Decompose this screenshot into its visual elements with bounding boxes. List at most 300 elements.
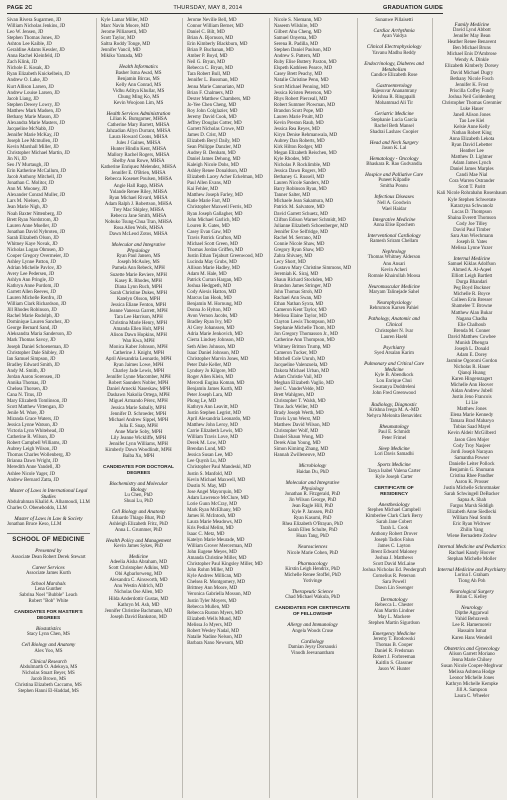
name-list bbox=[362, 255, 426, 279]
graduate-name: Lauren Michelle Renfro, JD bbox=[7, 296, 63, 302]
allergy-block bbox=[274, 622, 351, 634]
name-list bbox=[7, 571, 90, 577]
graduate-name: Christina Marie Henry, MPH bbox=[109, 320, 167, 326]
graduate-name: John Fred Greenwood bbox=[372, 391, 416, 397]
graduate-name: Wendy A. Dinkle bbox=[454, 58, 489, 64]
graduate-name: Julia E. Snap, MPH bbox=[119, 423, 158, 429]
name-list bbox=[101, 71, 176, 107]
graduate-name: Nichole E. Kosak, JD bbox=[7, 66, 50, 72]
graduate-name: Jean Ragle Hill, PhD bbox=[291, 504, 334, 510]
graduate-name: Christopher Thomas Grenmier bbox=[441, 100, 502, 106]
graduate-name: Neil G. Bryan, MD bbox=[187, 60, 226, 66]
graduate-name: Ruby Elise Buttery Paxton, MD bbox=[273, 60, 337, 66]
graduate-name: Ethan Nathan Syxta, MD bbox=[273, 302, 324, 308]
name-list bbox=[362, 73, 426, 79]
graduate-name: Yavanu Madhu Reddy bbox=[372, 50, 416, 56]
graduate-name: Elizabeth Kimberly Dorsey bbox=[444, 64, 499, 70]
graduate-name: Catherine Mary Barrett, MHSA bbox=[107, 123, 170, 129]
graduate-name: Jeremy David Cook, MD bbox=[187, 114, 237, 120]
graduate-name: Jenna Marie Cannariato, MD bbox=[187, 84, 245, 90]
name-list bbox=[362, 51, 426, 57]
graduate-name: Smitha Ponnu bbox=[380, 184, 408, 190]
graduate-name: Vinodh Jeevanantham bbox=[290, 650, 335, 656]
section-heading: Integrative Medicine bbox=[372, 216, 416, 223]
graduate-name: Rachel M. Serrano, MD bbox=[273, 235, 322, 241]
graduate-name: Aaron K. Prosser bbox=[454, 479, 489, 485]
graduate-name: Colleen Erin Bresser bbox=[451, 298, 493, 304]
section-heading: Therapeutic Science bbox=[291, 589, 334, 596]
graduate-name: Yolande Renee Riley, MHSA bbox=[109, 189, 168, 195]
section-heading: Internal Medicine and Pediatrics bbox=[437, 544, 506, 551]
graduate-name: Marcus Ian Hook, MD bbox=[187, 296, 232, 302]
graduate-name: John Rohm Miller, MD bbox=[187, 568, 234, 574]
residency-title: CERTIFICATE OF RESIDENCY bbox=[374, 485, 414, 497]
graduate-name: Eduardo Thiago Bhat, PhD bbox=[111, 515, 166, 521]
graduate-name: Ashley Renee Donaldson, MD bbox=[187, 169, 248, 175]
graduate-name: Gilbert Ahu Cheng, MD bbox=[273, 30, 322, 36]
graduate-name: Christina Elizabeth Caccamo, MS bbox=[15, 683, 82, 689]
graduate-name: Dipthe Aggarwal bbox=[455, 611, 489, 617]
graduate-name: Anna Elise Epochem bbox=[373, 222, 415, 228]
graduate-name: Brianna Dawn Wright, JD bbox=[7, 459, 59, 465]
section-heading: Family Medicine bbox=[454, 22, 490, 28]
name-list bbox=[7, 522, 90, 528]
column-1 bbox=[7, 18, 90, 798]
name-list bbox=[362, 146, 426, 152]
graduate-name: Swatanya Doddreleni bbox=[372, 385, 416, 391]
name-list bbox=[437, 595, 507, 601]
graduate-name: Melissa Jo Myers, MD bbox=[187, 622, 232, 628]
graduate-name: Stephen Thomas Jones, JD bbox=[7, 36, 60, 42]
section-heading: Geriatric Medicine bbox=[374, 111, 414, 118]
physiology-block bbox=[101, 242, 176, 460]
graduate-name: Benjamin James Kurth, MD bbox=[187, 386, 243, 392]
graduate-name: John Michael Garlich, MD bbox=[187, 217, 240, 223]
name-list bbox=[362, 430, 426, 442]
graduate-name: Jonathan R. Fitzgerald, PhD bbox=[284, 492, 341, 498]
fellowship-sections bbox=[362, 28, 426, 481]
graduate-name: Elena Marie Kennedy bbox=[450, 413, 494, 419]
graduate-name: Robert "Bob" White bbox=[28, 599, 69, 605]
graduate-name: Rebecca C. Bryan, MD bbox=[187, 66, 233, 72]
graduate-name: Hunter Hindin Kent, MHSA bbox=[110, 147, 167, 153]
graduate-name: Jessica Rea Reyes, MD bbox=[273, 126, 320, 132]
graduate-name: Wan Kwa, MPH bbox=[122, 339, 155, 345]
graduate-name: Angela Woods Cruse bbox=[291, 628, 334, 634]
graduate-name: Annika Thomas, JD bbox=[7, 380, 47, 386]
graduate-name: Brett Wahlgren, MD bbox=[273, 392, 315, 398]
graduate-name: Rachael Kandy Hoover bbox=[448, 550, 495, 556]
department-block bbox=[362, 111, 426, 135]
graduate-name: Joshua Hedgpeth, MD bbox=[187, 284, 231, 290]
graduate-name: Elizabeth Beryl Daily, MD bbox=[187, 138, 240, 144]
graduate-name: Sunanwe Pillaisetti bbox=[375, 18, 413, 23]
graduate-name: Rhys Robert Pierceall, MD bbox=[273, 96, 328, 102]
graduate-name: Jennifer Christine Bachmann, MD bbox=[104, 608, 173, 614]
name-list bbox=[437, 611, 507, 641]
graduate-name: Shelby Ann Rowe, MHSA bbox=[112, 159, 165, 165]
graduate-name: Danielle Leiter Pollock bbox=[448, 461, 495, 467]
medicine-block bbox=[101, 554, 176, 621]
graduate-name: Sara Powell bbox=[382, 580, 406, 586]
graduate-name: Jerome Pilliarsetti, MD bbox=[100, 30, 147, 36]
graduate-name: Andrew Bernard Zatta, JD bbox=[7, 477, 59, 483]
graduate-name: Christopher Paul Mandeski, MD bbox=[187, 465, 251, 471]
graduate-name: Elizabeth Wells Mund, MD bbox=[187, 616, 241, 622]
cardiology-block bbox=[274, 639, 351, 657]
graduate-name: Andy M. Smith, JD bbox=[7, 368, 46, 374]
graduate-name: Sapna A. Shah bbox=[457, 497, 487, 503]
graduate-name: Sean Philippe Danzler, MD bbox=[187, 144, 241, 150]
graduate-name: Joseph L. Donald bbox=[454, 346, 489, 352]
section-heading: Pharmacology bbox=[297, 560, 328, 567]
graduate-name: Aubrey Dan Roberts, MD bbox=[273, 138, 325, 144]
graduate-name: Jennifer Marie McKay, JD bbox=[7, 132, 60, 138]
graduate-name: Jacqueline McNabb, JD bbox=[7, 126, 54, 132]
graduate-name: Maryam Talinejade Sahel bbox=[369, 289, 420, 295]
graduate-name: Catherine Ann Thompson, MD bbox=[273, 338, 335, 344]
graduate-name: Jordan Aaron Sorensen, JD bbox=[7, 374, 61, 380]
graduate-name: Nehyra Melonita Benavidez bbox=[366, 413, 422, 419]
graduate-name: Cody Troy Nasjeer bbox=[453, 443, 491, 449]
graduate-name: Christopher Michael Martin, JD bbox=[7, 151, 70, 157]
name-list bbox=[7, 500, 90, 512]
graduate-name: Rebecca L. Chester bbox=[375, 602, 414, 608]
name-list bbox=[187, 18, 263, 647]
department-block bbox=[437, 544, 507, 562]
section-heading: Pathology, Anatomic and Clinical bbox=[368, 316, 420, 329]
graduate-name: Matthew Alan Bukar bbox=[451, 310, 493, 316]
graduate-name: Ashleigh Elizabeth Fritz, PhD bbox=[109, 521, 168, 527]
department-block bbox=[362, 249, 426, 279]
graduate-name: Abdulrahman Khalid A. Alhamoudi, LLM bbox=[7, 500, 90, 506]
graduate-name: Kevin Marshall Miller, JD bbox=[7, 144, 59, 150]
graduate-name: Kyle Rhodes, MD bbox=[273, 157, 310, 163]
graduate-name: Charley Jade Lewis, MPH bbox=[112, 369, 165, 375]
graduate-name: Patrick Curran Hargan, MD bbox=[187, 278, 242, 284]
graduate-name: Abdulmarth O. Adekoya, MS bbox=[19, 664, 78, 670]
graduate-name: Stephen Daniel Paulson, MD bbox=[273, 48, 331, 54]
graduate-name: Puneet Kilpadle bbox=[378, 178, 410, 184]
graduate-name: Gregory Ryan Shaw, MD bbox=[273, 247, 324, 253]
department-block bbox=[362, 156, 426, 168]
graduate-name: Sarah Christine Dukes, MPH bbox=[109, 290, 168, 296]
graduate-name: Andrew Louise Larsen, JD bbox=[7, 90, 60, 96]
graduate-name: Durga Bhandari bbox=[456, 280, 488, 286]
graduate-name: Romnie Khairullah Moosa bbox=[367, 273, 421, 279]
name-list bbox=[362, 452, 426, 458]
graduate-name: Elizabeth Anne Siedlecki bbox=[447, 510, 497, 516]
graduate-name: Connie Nicole Shaw, MD bbox=[273, 241, 325, 247]
graduate-name: Daniel R. Fredsman bbox=[374, 649, 414, 655]
graduate-name: Garrett Nicholas Crowe, MD bbox=[187, 126, 245, 132]
section-heading: Hospice and Palliative Care bbox=[365, 172, 424, 179]
graduate-name: Patrick M. Salvatore, MD bbox=[273, 205, 325, 211]
graduate-name: Stacy Lynn Chen, MS bbox=[26, 632, 71, 638]
graduate-name: Cameron Tucker, MD bbox=[273, 350, 317, 356]
graduate-name: Ashlee Nicole Yager, JD bbox=[7, 471, 56, 477]
graduate-name: Susan Nicole Cooper-Meghwar bbox=[440, 663, 503, 669]
mip-phd-block bbox=[274, 480, 351, 541]
section-heading: Presented by bbox=[35, 548, 62, 555]
pharm-block bbox=[274, 561, 351, 585]
graduate-name: Tamara Brad Mabaryo bbox=[449, 419, 494, 425]
graduate-name: May L. Mackere bbox=[377, 614, 411, 620]
graduate-name: John Thomas Stroh, MD bbox=[273, 290, 323, 296]
graduate-name: David Garrett Schuetz, MD bbox=[273, 211, 328, 217]
section-heading: Health Services Administration bbox=[106, 110, 171, 117]
graduate-name: Michelle Renee Stoffel, PhD bbox=[284, 572, 341, 578]
graduate-name: Whitney Britton Trump, MD bbox=[273, 344, 331, 350]
graduate-name: Laura Marie Meadows, MD bbox=[187, 519, 242, 525]
graduate-name: Cameron Kent Taylor, MD bbox=[273, 308, 327, 314]
graduate-name: Charles O. Obeneboddo, LLM bbox=[7, 506, 67, 512]
name-list bbox=[362, 18, 426, 24]
name-list bbox=[437, 28, 507, 252]
graduate-name: Jeremiah K. Siraj, MD bbox=[273, 271, 319, 277]
graduate-name: Simon Kimimg Zhang, MD bbox=[273, 447, 329, 453]
graduate-name: Daniel C. Bilt, MD bbox=[187, 30, 225, 36]
graduate-name: Christopher N. Ivar bbox=[374, 328, 414, 334]
section-heading: Cell Biology and Anatomy bbox=[111, 509, 166, 516]
graduate-name: Tara Robert Bull, MD bbox=[187, 72, 231, 78]
law-graduates-list-2 bbox=[7, 260, 90, 484]
name-list bbox=[362, 201, 426, 213]
graduate-name: Kiryn Denise Rehmanwala, MD bbox=[273, 132, 338, 138]
graduate-name: Jeremy T. Brodowski bbox=[373, 637, 415, 643]
graduate-name: Al Grey Johanssen, MD bbox=[187, 326, 235, 332]
name-list bbox=[362, 89, 426, 107]
graduate-name: Jason Glen Mojer bbox=[454, 437, 490, 443]
graduate-name: Kimberly Dawn Woodlindt, MPH bbox=[105, 447, 172, 453]
graduate-name: Tarah L. Cook bbox=[379, 526, 409, 531]
graduate-name: Thomas Whitney Alderson bbox=[367, 255, 421, 261]
health-informatics-block bbox=[101, 64, 176, 106]
name-list bbox=[101, 516, 176, 534]
section-heading: Master of Laws in Law & Society bbox=[14, 516, 83, 523]
section-heading: Clinical Research bbox=[30, 658, 67, 665]
graduate-name: Lee Quynh Lu, MD bbox=[187, 459, 226, 465]
graduate-name: Miguel Armando Pérez, MPH bbox=[109, 399, 168, 405]
graduate-name: Jennifer K. Frost bbox=[455, 82, 489, 88]
graduate-name: Jennifer Lynn Williams, MPH bbox=[109, 441, 168, 447]
graduate-name: Anne Marie Soby, MPH bbox=[114, 429, 163, 435]
section-heading: Clinical Electrophysiology bbox=[366, 44, 422, 51]
graduate-name: Elie Chalhoub bbox=[457, 322, 486, 328]
graduate-name: Stephanie Michelle Thom, MD bbox=[273, 326, 335, 332]
section-heading: Biochemistry and Molecular Biology bbox=[109, 480, 168, 494]
graduate-name: Brian P. Buchanan, MD bbox=[187, 48, 234, 54]
graduate-name: Kathryn M. Ash, MD bbox=[117, 602, 160, 608]
graduate-name: Titus Jack Weller, MD bbox=[273, 405, 318, 410]
school-title: SCHOOL OF MEDICINE bbox=[7, 533, 90, 544]
section-heading: Master of Laws in International Legal Studies bbox=[9, 487, 88, 500]
graduate-name: Audrey B. Denham, MD bbox=[187, 151, 236, 157]
graduate-name: Lori Davis Samadhi bbox=[374, 452, 414, 458]
department-block bbox=[437, 567, 507, 585]
graduate-name: Wiene Bernadette Zodow bbox=[446, 534, 497, 540]
graduate-name: Sara Ann Wiechmann bbox=[450, 233, 494, 239]
name-list bbox=[362, 351, 426, 357]
graduate-name: Ahmed A. Al-Aqeel bbox=[452, 268, 492, 274]
graduate-name: Nicholas R. Hauer bbox=[453, 364, 490, 370]
graduate-name: Jon Gregory Thomasson Jr., MD bbox=[273, 332, 338, 338]
graduate-name: Pamela Ann Rebeck, MPH bbox=[112, 266, 165, 272]
graduate-name: Lauren Nicole Sanders, MD bbox=[273, 181, 330, 187]
graduate-name: James H. McIntosh, MD bbox=[187, 513, 236, 519]
graduate-name: Brian A. Bjornson, MD bbox=[187, 36, 234, 42]
residency-sections-2 bbox=[437, 22, 507, 700]
graduate-name: Hannah Zwilleneuve, MD bbox=[273, 453, 326, 459]
biochem-block bbox=[101, 481, 176, 506]
graduate-name: Elizabeth Lacey Acher Eckelman, MD bbox=[187, 175, 263, 181]
graduate-name: Robert Saunders Nobler, MPH bbox=[108, 381, 169, 387]
graduate-name: Matthew John Leroy, MD bbox=[187, 423, 238, 429]
graduate-name: Zahra Shivaey, MD bbox=[273, 253, 313, 259]
graduate-name: Shaina Everett Thomson bbox=[447, 215, 496, 221]
graduate-name: April Alexandria Leonardo, MPH bbox=[105, 357, 172, 363]
graduate-name: Adam Ralph J. Robertson, MHSA bbox=[104, 201, 173, 207]
name-list bbox=[437, 551, 507, 563]
microbiology-block bbox=[274, 463, 351, 475]
graduate-name: Kimberlee Clark Clark Berry bbox=[365, 513, 423, 519]
graduate-name: Fargus Marsh Siddigh bbox=[450, 504, 494, 510]
graduate-name: Roy John Colglazier, MD bbox=[187, 108, 238, 114]
department-block bbox=[362, 631, 426, 673]
graduate-name: David Michael Dugry bbox=[450, 70, 494, 76]
graduate-name: Jonathan Bruce Keso, LLM bbox=[7, 522, 62, 528]
department-block bbox=[362, 194, 426, 212]
biostat-block bbox=[7, 626, 90, 638]
department-block bbox=[362, 300, 426, 312]
graduate-name: Kaitlin S. Glassner bbox=[375, 661, 413, 667]
graduate-name: Dakota Michael Urban, MD bbox=[273, 368, 330, 374]
graduate-name: Geraldine Adams Kessler, JD bbox=[7, 48, 65, 54]
graduate-name: Justin Tyler Moyers, MD bbox=[187, 598, 237, 604]
department-block bbox=[362, 402, 426, 420]
graduate-name: Nicholas Logan Ohmsen, JD bbox=[7, 247, 64, 253]
name-list bbox=[437, 573, 507, 585]
department-block bbox=[362, 44, 426, 56]
graduate-name: William Grover Mercerman, MD bbox=[187, 544, 253, 550]
graduate-name: Jill Rhodes Robinson, JD bbox=[7, 308, 57, 314]
graduate-name: Cierra Lindsey Johnson, MD bbox=[187, 338, 244, 344]
section-heading: Career Services bbox=[32, 564, 65, 571]
graduate-name: Robert Campbell Williams, JD bbox=[7, 441, 68, 447]
graduate-name: Anna L. Grummer, PhD bbox=[114, 527, 163, 533]
graduate-name: Kyle Andrew Millican, MD bbox=[187, 574, 242, 580]
graduate-name: Brandon James Stringer, MD bbox=[273, 284, 332, 290]
graduate-name: Sabrina Noel "Bubble" Leach bbox=[19, 593, 78, 599]
department-block bbox=[362, 361, 426, 398]
graduate-name: Cana N. Titus, JD bbox=[7, 392, 42, 398]
department-block bbox=[437, 256, 507, 540]
name-list bbox=[362, 469, 426, 481]
graduate-name: Saltra Roddy Tonge, MD bbox=[100, 42, 151, 48]
graduate-name: Baiba Xu, MPH bbox=[122, 453, 155, 459]
department-block bbox=[437, 646, 507, 701]
section-heading: Cardiology bbox=[301, 638, 325, 645]
department-block bbox=[362, 597, 426, 627]
section-heading: Gastroenterology bbox=[376, 83, 412, 89]
graduate-name: Connor William Berner, MD bbox=[187, 24, 244, 30]
therapeutic-block bbox=[274, 589, 351, 601]
graduate-name: Ramesh Sriram Chellam bbox=[370, 239, 419, 245]
graduate-name: Christopher Marvin Jones, MD bbox=[187, 356, 249, 362]
graduate-name: Matthew D. Lightner bbox=[451, 155, 493, 161]
section-heading: Molecular and Integrative Physiology bbox=[285, 479, 340, 492]
graduate-name: Daniel Shaun Wong, MD bbox=[273, 435, 324, 441]
graduate-name: Lilian K. Bumgarner, MHSA bbox=[109, 117, 168, 123]
graduate-name: Associate James Kurth bbox=[26, 570, 71, 576]
graduate-name: Dexter Matthew Chambers, MD bbox=[187, 96, 251, 102]
graduate-name: Jessica Lynne Watson, JD bbox=[7, 423, 58, 429]
graduate-name: Monica Kaber Johnson, MPH bbox=[109, 345, 168, 351]
name-list bbox=[274, 551, 351, 557]
graduate-name: Serena R. Padilla, MD bbox=[273, 42, 319, 48]
graduate-name: Katelyn Marie Meurade, MD bbox=[187, 538, 245, 544]
graduate-name: Janell Alison Jones bbox=[453, 112, 491, 118]
graduate-name: Jacob Anthony Mitchell, JD bbox=[7, 175, 62, 181]
graduate-name: Kevin Preston Raub, MD bbox=[273, 120, 324, 126]
graduate-name: Brandon Scott Pope, MD bbox=[273, 108, 324, 114]
graduate-name: Zach Klink, JD bbox=[7, 60, 38, 66]
graduate-name: Suzette Marie Reviere, MPH bbox=[110, 272, 167, 278]
graduate-name: Christopher Paul Kingsley Miller, MD bbox=[187, 562, 263, 568]
graduate-name: Jules J Gaines, MHSA bbox=[116, 141, 161, 147]
graduate-name: Mitchell Cole Unruh, MD bbox=[273, 356, 325, 362]
graduate-name: David Matthew Cowbee bbox=[447, 334, 496, 340]
graduate-name: Haidan Du, PhD bbox=[296, 469, 329, 475]
graduate-name: Gustavo Mary Christine Simmons, MD bbox=[273, 265, 352, 271]
name-list bbox=[101, 544, 176, 550]
graduate-name: Alison Garrett Moriano bbox=[448, 651, 495, 657]
graduate-name: Tao Lee Kiel bbox=[459, 118, 485, 124]
graduate-name: Nicholas Stuart Beyer, MS bbox=[22, 670, 75, 676]
masters-title: CANDIDATES FOR MASTER'S DEGREES bbox=[14, 610, 83, 622]
graduate-name: Scott Taylor, MD bbox=[100, 36, 135, 42]
graduate-name: Kyle Joseph Carter bbox=[375, 474, 413, 480]
graduate-name: Derek Alan Young, MD bbox=[273, 441, 321, 447]
graduate-name: Justin S. Manfold, MD bbox=[187, 471, 233, 477]
graduate-name: Bradley Edward Smith, JD bbox=[7, 362, 60, 368]
graduate-name: William Clark Richardson, JD bbox=[7, 302, 67, 308]
graduate-name: Benjamin G. Shumann bbox=[449, 467, 495, 473]
section-heading: Neurophysiology bbox=[376, 299, 412, 306]
graduate-name: Paul E. Schmidt bbox=[378, 430, 410, 436]
graduate-name: Chad Michael Wakula, PhD bbox=[285, 595, 340, 601]
graduate-name: Whitney Kaye Novak, JD bbox=[7, 241, 58, 247]
graduate-name: Jennifer Lynne Macomber, MPH bbox=[106, 375, 171, 381]
graduate-name: Seo JY Murtaugh, JD bbox=[7, 163, 50, 169]
graduate-name: Obi Agbarlorweng, MD bbox=[115, 572, 162, 578]
graduate-name: Jason K. Lal bbox=[381, 145, 407, 151]
graduate-name: Melissa Lynne Yuzer bbox=[451, 245, 493, 251]
graduate-name: Dawn McLeod Zotos, MHSA bbox=[109, 231, 168, 237]
graduate-name: Adam M. Hale, MD bbox=[187, 271, 227, 277]
name-list bbox=[101, 254, 176, 460]
graduate-name: Alex Yoo, MS bbox=[34, 648, 63, 654]
department-block bbox=[362, 28, 426, 40]
graduate-name: Kirk Hilton Rodger, MD bbox=[273, 144, 323, 150]
section-heading: Endocrinology, Diabetes and Metabolism bbox=[364, 60, 424, 73]
graduate-name: Brittney Ann Moore, MD bbox=[187, 586, 238, 592]
hsa-block bbox=[101, 111, 176, 238]
graduate-name: Megan Elizabeth Reischen, MD bbox=[273, 151, 337, 157]
name-list bbox=[101, 117, 176, 238]
name-list bbox=[362, 373, 426, 397]
section-heading: Medicine bbox=[129, 554, 148, 561]
